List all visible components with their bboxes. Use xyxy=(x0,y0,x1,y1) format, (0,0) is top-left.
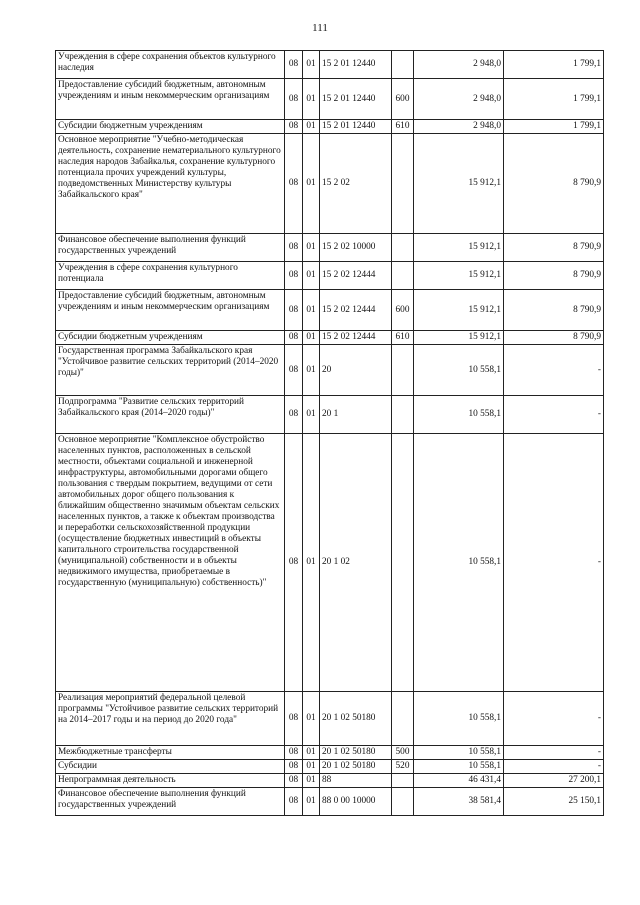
cell-amount-2: - xyxy=(504,692,604,746)
cell-name: Учреждения в сфере сохранения культурного потенциала xyxy=(56,262,285,290)
cell-amount-1: 10 558,1 xyxy=(414,760,504,774)
cell-name: Учреждения в сфере сохранения объектов культурного наследия xyxy=(56,51,285,79)
cell-expense-type xyxy=(392,262,414,290)
table-row xyxy=(56,788,604,816)
cell-amount-1: 15 912,1 xyxy=(414,290,504,331)
cell-section: 08 xyxy=(285,760,303,774)
cell-section: 08 xyxy=(285,396,303,434)
cell-expense-type xyxy=(392,692,414,746)
cell-expense-type xyxy=(392,434,414,692)
cell-subsection: 01 xyxy=(303,290,320,331)
cell-name: Субсидии бюджетным учреждениям xyxy=(56,331,285,345)
cell-name: Основное мероприятие "Комплексное обустройство населенных пунктов, расположенных в сельской местности, объектами социальной и инженерной инфраструктуры, автомобильными дорогами общего пользования с твердым покрытием, ведущими от сети автомобильных дорог общего пользования к ближайшим общественно значимым объектам сельских населенных пунктов, а также к объектам производства и переработки сельскохозяйственной продукции (осуществление бюджетных инвестиций в объекты капитального строительства государственной (муниципальной) собственности и в объекты недвижимого имущества, приобретаемые в государственную (муниципальную) собственность)" xyxy=(56,434,285,692)
cell-expense-type: 500 xyxy=(392,746,414,760)
cell-subsection: 01 xyxy=(303,120,320,134)
cell-name: Основное мероприятие "Учебно-методическая деятельность, сохранение нематериального культурного наследия народов Забайкалья, сохранение культурного потенциала прочих учреждений культуры, подведомственных Министерству культуры Забайкальского края" xyxy=(56,134,285,234)
cell-target-article: 88 xyxy=(320,774,392,788)
cell-target-article: 20 1 02 50180 xyxy=(320,746,392,760)
cell-target-article: 20 xyxy=(320,345,392,396)
table-row xyxy=(56,290,604,331)
cell-section: 08 xyxy=(285,788,303,816)
cell-target-article: 20 1 xyxy=(320,396,392,434)
cell-name: Субсидии xyxy=(56,760,285,774)
cell-section: 08 xyxy=(285,51,303,79)
cell-target-article: 15 2 01 12440 xyxy=(320,79,392,120)
cell-name: Реализация мероприятий федеральной целевой программы "Устойчивое развитие сельских территорий на 2014–2017 годы и на период до 2020 года" xyxy=(56,692,285,746)
table-row xyxy=(56,234,604,262)
table-row xyxy=(56,434,604,692)
cell-section: 08 xyxy=(285,234,303,262)
cell-amount-2: - xyxy=(504,746,604,760)
cell-name: Межбюджетные трансферты xyxy=(56,746,285,760)
cell-subsection: 01 xyxy=(303,760,320,774)
cell-section: 08 xyxy=(285,345,303,396)
cell-name: Предоставление субсидий бюджетным, автономным учреждениям и иным некоммерческим организациям xyxy=(56,290,285,331)
cell-amount-1: 2 948,0 xyxy=(414,51,504,79)
cell-amount-2: - xyxy=(504,760,604,774)
cell-amount-1: 15 912,1 xyxy=(414,134,504,234)
table-row xyxy=(56,396,604,434)
table-row xyxy=(56,760,604,774)
cell-amount-1: 2 948,0 xyxy=(414,120,504,134)
cell-section: 08 xyxy=(285,746,303,760)
cell-amount-2: 8 790,9 xyxy=(504,234,604,262)
cell-target-article: 15 2 02 xyxy=(320,134,392,234)
cell-name: Подпрограмма "Развитие сельских территорий Забайкальского края (2014–2020 годы)" xyxy=(56,396,285,434)
cell-section: 08 xyxy=(285,692,303,746)
cell-amount-2: 8 790,9 xyxy=(504,262,604,290)
cell-subsection: 01 xyxy=(303,692,320,746)
cell-expense-type xyxy=(392,134,414,234)
cell-amount-2: 1 799,1 xyxy=(504,120,604,134)
cell-expense-type xyxy=(392,345,414,396)
cell-amount-2: - xyxy=(504,345,604,396)
cell-expense-type xyxy=(392,51,414,79)
cell-section: 08 xyxy=(285,120,303,134)
cell-target-article: 15 2 02 10000 xyxy=(320,234,392,262)
cell-expense-type xyxy=(392,396,414,434)
cell-target-article: 15 2 02 12444 xyxy=(320,262,392,290)
cell-subsection: 01 xyxy=(303,345,320,396)
cell-target-article: 20 1 02 50180 xyxy=(320,692,392,746)
table-row xyxy=(56,262,604,290)
cell-section: 08 xyxy=(285,262,303,290)
cell-subsection: 01 xyxy=(303,51,320,79)
cell-amount-1: 10 558,1 xyxy=(414,746,504,760)
table-row xyxy=(56,746,604,760)
cell-section: 08 xyxy=(285,79,303,120)
cell-amount-2: - xyxy=(504,396,604,434)
table-row xyxy=(56,134,604,234)
cell-target-article: 20 1 02 50180 xyxy=(320,760,392,774)
table-row xyxy=(56,692,604,746)
cell-amount-2: 1 799,1 xyxy=(504,51,604,79)
table-row xyxy=(56,51,604,79)
cell-expense-type: 610 xyxy=(392,331,414,345)
cell-amount-1: 10 558,1 xyxy=(414,345,504,396)
cell-subsection: 01 xyxy=(303,434,320,692)
cell-expense-type: 600 xyxy=(392,79,414,120)
cell-expense-type: 610 xyxy=(392,120,414,134)
cell-expense-type xyxy=(392,774,414,788)
cell-expense-type: 600 xyxy=(392,290,414,331)
cell-amount-1: 10 558,1 xyxy=(414,396,504,434)
cell-name: Финансовое обеспечение выполнения функций государственных учреждений xyxy=(56,788,285,816)
cell-target-article: 15 2 01 12440 xyxy=(320,51,392,79)
cell-subsection: 01 xyxy=(303,746,320,760)
cell-section: 08 xyxy=(285,134,303,234)
cell-amount-2: 8 790,9 xyxy=(504,134,604,234)
budget-table xyxy=(55,50,604,816)
table-row xyxy=(56,345,604,396)
cell-amount-2: 27 200,1 xyxy=(504,774,604,788)
cell-name: Предоставление субсидий бюджетным, автономным учреждениям и иным некоммерческим организациям xyxy=(56,79,285,120)
cell-amount-2: - xyxy=(504,434,604,692)
cell-name: Государственная программа Забайкальского края "Устойчивое развитие сельских территорий (2014–2020 годы)" xyxy=(56,345,285,396)
cell-subsection: 01 xyxy=(303,788,320,816)
cell-amount-1: 10 558,1 xyxy=(414,434,504,692)
cell-section: 08 xyxy=(285,290,303,331)
cell-name: Финансовое обеспечение выполнения функций государственных учреждений xyxy=(56,234,285,262)
cell-amount-2: 1 799,1 xyxy=(504,79,604,120)
cell-target-article: 15 2 01 12440 xyxy=(320,120,392,134)
cell-expense-type: 520 xyxy=(392,760,414,774)
cell-expense-type xyxy=(392,234,414,262)
cell-subsection: 01 xyxy=(303,79,320,120)
cell-target-article: 15 2 02 12444 xyxy=(320,331,392,345)
cell-amount-1: 15 912,1 xyxy=(414,331,504,345)
table-row xyxy=(56,79,604,120)
cell-expense-type xyxy=(392,788,414,816)
cell-section: 08 xyxy=(285,434,303,692)
cell-subsection: 01 xyxy=(303,331,320,345)
cell-target-article: 88 0 00 10000 xyxy=(320,788,392,816)
cell-name: Субсидии бюджетным учреждениям xyxy=(56,120,285,134)
cell-amount-1: 15 912,1 xyxy=(414,234,504,262)
cell-section: 08 xyxy=(285,774,303,788)
cell-target-article: 15 2 02 12444 xyxy=(320,290,392,331)
cell-amount-1: 10 558,1 xyxy=(414,692,504,746)
cell-target-article: 20 1 02 xyxy=(320,434,392,692)
cell-subsection: 01 xyxy=(303,134,320,234)
cell-amount-1: 46 431,4 xyxy=(414,774,504,788)
cell-section: 08 xyxy=(285,331,303,345)
cell-amount-2: 8 790,9 xyxy=(504,331,604,345)
cell-amount-2: 8 790,9 xyxy=(504,290,604,331)
table-row xyxy=(56,331,604,345)
cell-subsection: 01 xyxy=(303,262,320,290)
table-body xyxy=(56,51,604,816)
table-row xyxy=(56,774,604,788)
cell-subsection: 01 xyxy=(303,774,320,788)
cell-amount-1: 38 581,4 xyxy=(414,788,504,816)
cell-amount-1: 15 912,1 xyxy=(414,262,504,290)
cell-amount-2: 25 150,1 xyxy=(504,788,604,816)
table-row xyxy=(56,120,604,134)
cell-amount-1: 2 948,0 xyxy=(414,79,504,120)
cell-subsection: 01 xyxy=(303,396,320,434)
cell-name: Непрограммная деятельность xyxy=(56,774,285,788)
page-number: 111 xyxy=(312,22,328,34)
cell-subsection: 01 xyxy=(303,234,320,262)
